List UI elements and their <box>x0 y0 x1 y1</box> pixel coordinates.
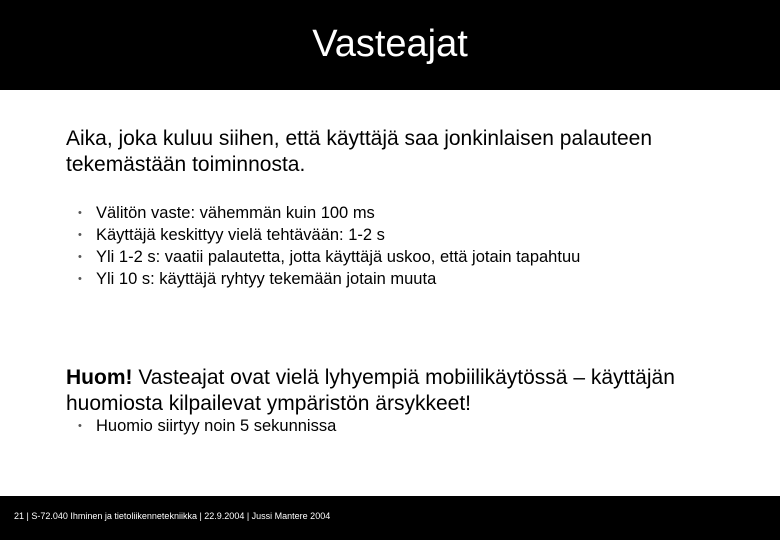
bullet-icon: • <box>78 273 82 285</box>
bullet-text: Yli 10 s: käyttäjä ryhtyy tekemään jotain muuta <box>96 270 437 288</box>
bullet-text: Huomio siirtyy noin 5 sekunnissa <box>96 417 337 435</box>
list-item <box>76 224 580 246</box>
slide-title: Vasteajat <box>312 23 468 65</box>
footer-text: 21 | S-72.040 Ihminen ja tietoliikennetekniikka | 22.9.2004 | Jussi Mantere 2004 <box>14 511 331 521</box>
note-label: Huom! <box>66 366 133 389</box>
bullet-icon: • <box>78 229 82 241</box>
note-body: Vasteajat ovat vielä lyhyempiä mobiilikäytössä – käyttäjän huomiosta kilpailevat ympäristön ärsykkeet! <box>66 366 675 415</box>
note-text <box>66 365 756 417</box>
footer-bar <box>0 496 780 540</box>
bullet-icon: • <box>78 420 82 432</box>
list-item <box>76 268 580 290</box>
list-item <box>76 415 336 437</box>
bullet-list <box>76 202 580 290</box>
bullet-text: Käyttäjä keskittyy vielä tehtävään: 1-2 s <box>96 226 385 244</box>
note-bullet-list <box>76 415 336 437</box>
title-bar <box>0 0 780 90</box>
list-item <box>76 246 580 268</box>
bullet-icon: • <box>78 251 82 263</box>
list-item <box>76 202 580 224</box>
intro-text: Aika, joka kuluu siihen, että käyttäjä saa jonkinlaisen palauteen tekemästään toiminnosta. <box>66 127 653 176</box>
bullet-icon: • <box>78 207 82 219</box>
bullet-text: Välitön vaste: vähemmän kuin 100 ms <box>96 204 375 222</box>
bullet-text: Yli 1-2 s: vaatii palautetta, jotta käyttäjä uskoo, että jotain tapahtuu <box>96 248 581 266</box>
